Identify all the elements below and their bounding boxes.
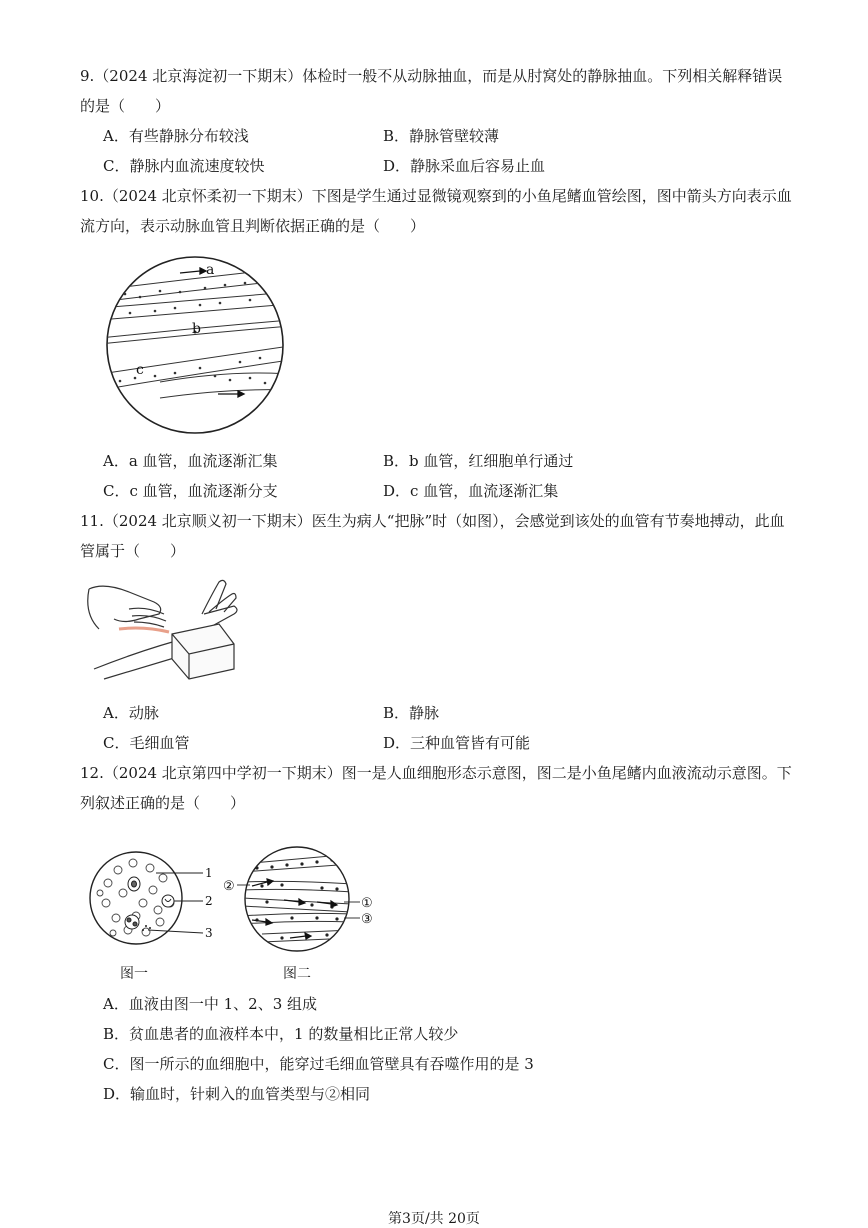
vessel-label-c: c bbox=[136, 362, 144, 378]
q11-option-a: A．动脉 bbox=[103, 704, 159, 722]
q9-option-d: D．静脉采血后容易止血 bbox=[383, 157, 546, 175]
q9-option-c: C．静脉内血流速度较快 bbox=[103, 157, 265, 175]
q11-stem-line1: 11.（2024 北京顺义初一下期末）医生为病人“把脉”时（如图），会感觉到该处的血管有节奏地搏动，此血 bbox=[80, 512, 785, 530]
cell-label-2: 2 bbox=[205, 894, 213, 908]
vessel-label-a: a bbox=[206, 262, 215, 278]
q9-option-b: B．静脉管壁较薄 bbox=[383, 127, 500, 145]
vessel-label-2: ② bbox=[223, 879, 235, 894]
q12-option-c: C．图一所示的血细胞中，能穿过毛细血管壁具有吞噬作用的是 3 bbox=[103, 1055, 534, 1073]
q10-option-b: B．b 血管，红细胞单行通过 bbox=[383, 452, 574, 470]
figure-1-caption: 图一 bbox=[120, 966, 148, 982]
q10-option-d: D．c 血管，血流逐渐汇集 bbox=[383, 482, 559, 500]
fish-tail-flow-figure-2 bbox=[222, 842, 382, 957]
blood-cell-figure-1 bbox=[88, 848, 223, 948]
cell-label-3: 3 bbox=[205, 926, 213, 940]
q12-option-b: B．贫血患者的血液样本中，1 的数量相比正常人较少 bbox=[103, 1025, 459, 1043]
q12-stem-line1: 12.（2024 北京第四中学初一下期末）图一是人血细胞形态示意图，图二是小鱼尾鳍内血液流动示意图。下 bbox=[80, 764, 792, 782]
figure-2-caption: 图二 bbox=[283, 966, 311, 982]
q10-option-a: A．a 血管，血流逐渐汇集 bbox=[103, 452, 278, 470]
q9-stem-line2: 的是（ ） bbox=[80, 97, 171, 115]
q11-option-d: D．三种血管皆有可能 bbox=[383, 734, 531, 752]
q9-stem-line1: 9.（2024 北京海淀初一下期末）体检时一般不从动脉抽血，而是从肘窝处的静脉抽血。下列相关解释错误 bbox=[80, 67, 783, 85]
q11-stem-line2: 管属于（ ） bbox=[80, 542, 186, 560]
q11-option-c: C．毛细血管 bbox=[103, 734, 190, 752]
fish-tail-vessel-figure bbox=[100, 250, 290, 440]
q12-stem-line2: 列叙述正确的是（ ） bbox=[80, 794, 246, 812]
q10-option-c: C．c 血管，血流逐渐分支 bbox=[103, 482, 278, 500]
q11-option-b: B．静脉 bbox=[383, 704, 440, 722]
q10-stem-line1: 10.（2024 北京怀柔初一下期末）下图是学生通过显微镜观察到的小鱼尾鳍血管绘图，图中箭头方向表示血 bbox=[80, 187, 792, 205]
vessel-label-b: b bbox=[192, 321, 201, 337]
q10-stem-line2: 流方向，表示动脉血管且判断依据正确的是（ ） bbox=[80, 217, 426, 235]
q12-option-d: D．输血时，针刺入的血管类型与②相同 bbox=[103, 1085, 371, 1103]
page-number-footer: 第3页/共 20页 bbox=[388, 1211, 480, 1227]
pulse-taking-illustration bbox=[84, 574, 244, 684]
vessel-label-3: ③ bbox=[361, 912, 373, 927]
q9-option-a: A．有些静脉分布较浅 bbox=[103, 127, 249, 145]
vessel-label-1: ① bbox=[361, 896, 373, 911]
q12-option-a: A．血液由图一中 1、2、3 组成 bbox=[103, 995, 318, 1013]
cell-label-1: 1 bbox=[205, 866, 213, 880]
